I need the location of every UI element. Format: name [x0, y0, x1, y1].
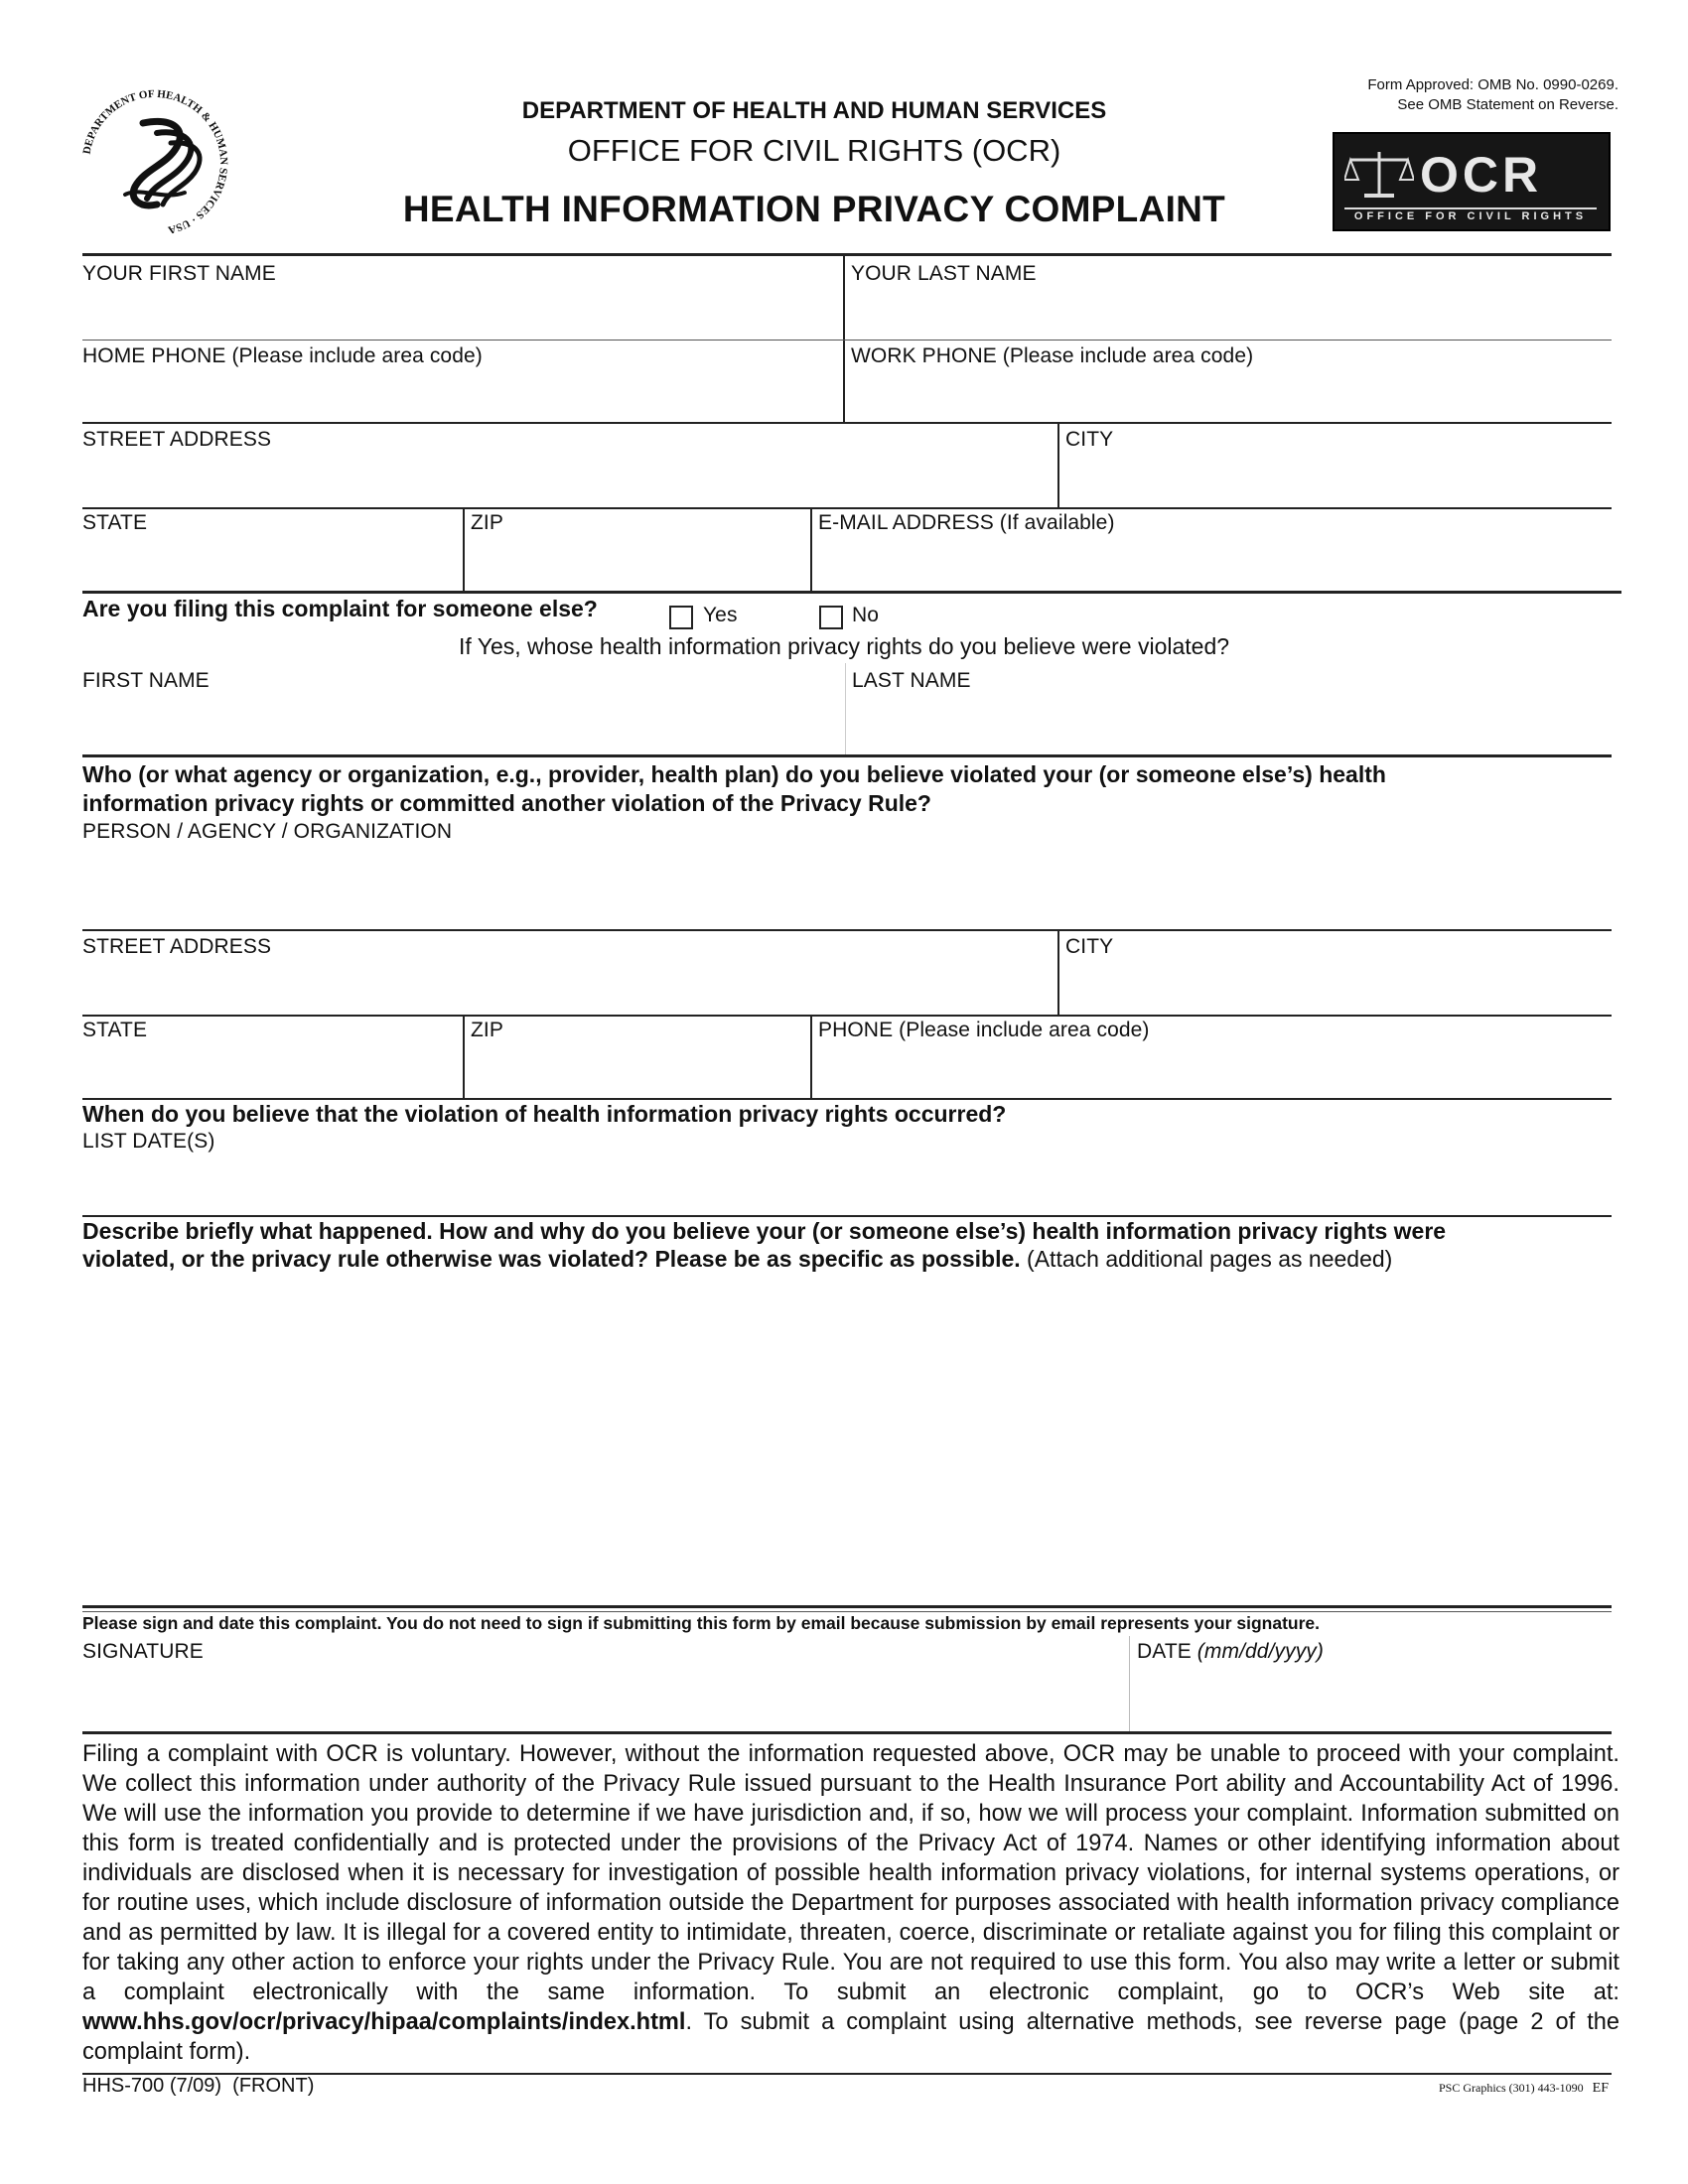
other-first-name-field[interactable] — [82, 663, 843, 754]
date-format-hint: (mm/dd/yyyy) — [1196, 1640, 1324, 1663]
other-last-name-field[interactable] — [846, 663, 1612, 754]
dates-field[interactable] — [82, 1128, 1612, 1215]
describe-question-bold: violated, or the privacy rule otherwise was violated? Please be as specific as possible. — [82, 1246, 1021, 1272]
home-phone-field[interactable] — [82, 341, 843, 422]
organization-label: PERSON / AGENCY / ORGANIZATION — [82, 820, 453, 843]
page-title: HEALTH INFORMATION PRIVACY COMPLAINT — [402, 189, 1226, 229]
signature-field[interactable] — [82, 1636, 1127, 1731]
violator-state-label: STATE — [82, 1019, 148, 1041]
date-label — [1137, 1640, 1324, 1664]
department-name: DEPARTMENT OF HEALTH AND HUMAN SERVICES — [521, 97, 1107, 124]
complaint-website-link[interactable]: www.hhs.gov/ocr/privacy/hipaa/complaints/index.html — [82, 2009, 686, 2035]
dates-label: LIST DATE(S) — [82, 1130, 215, 1153]
description-textarea[interactable] — [82, 1275, 1612, 1604]
last-name-field[interactable] — [845, 256, 1612, 340]
email-label: E-MAIL ADDRESS (If available) — [818, 511, 1115, 534]
printer-credit — [1439, 2081, 1609, 2097]
organization-field[interactable] — [82, 818, 1612, 929]
seal-text: DEPARTMENT OF HEALTH & HUMAN SERVICES · USA — [80, 87, 230, 236]
violator-phone-label: PHONE (Please include area code) — [818, 1019, 1150, 1041]
violator-city-field[interactable] — [1059, 931, 1612, 1015]
violator-zip-label: ZIP — [471, 1019, 503, 1041]
violator-street-label: STREET ADDRESS — [82, 935, 272, 958]
paragraph-ending: . To submit a complaint using alternative methods, see reverse page (page 2 of the complaint form). — [82, 2009, 1619, 2065]
describe-question-line2 — [82, 1245, 1392, 1273]
signature-label: SIGNATURE — [82, 1640, 204, 1663]
other-last-name-label: LAST NAME — [852, 669, 971, 692]
last-name-label: YOUR LAST NAME — [851, 262, 1037, 285]
work-phone-label: WORK PHONE (Please include area code) — [851, 344, 1254, 367]
violator-question-line2: information privacy rights or committed another violation of the Privacy Rule? — [82, 790, 931, 816]
zip-label: ZIP — [471, 511, 503, 534]
scales-of-justice-icon — [1344, 148, 1414, 202]
city-field[interactable] — [1059, 424, 1612, 507]
zip-field[interactable] — [465, 509, 810, 591]
state-label: STATE — [82, 511, 148, 534]
privacy-act-paragraph — [82, 1739, 1619, 2067]
home-phone-label: HOME PHONE (Please include area code) — [82, 344, 483, 367]
ocr-logo — [1333, 132, 1611, 231]
city-label: CITY — [1065, 428, 1114, 451]
violator-state-field[interactable] — [82, 1017, 463, 1098]
email-field[interactable] — [812, 509, 1612, 591]
ocr-logo-text: OCR — [1420, 147, 1543, 203]
omb-number: Form Approved: OMB No. 0990-0269. — [1367, 76, 1618, 93]
state-field[interactable] — [82, 509, 463, 591]
describe-attach-note: (Attach additional pages as needed) — [1020, 1246, 1393, 1272]
street-address-field[interactable] — [82, 424, 1057, 507]
form-id: HHS-700 (7/09) (FRONT) — [82, 2075, 315, 2097]
violator-zip-field[interactable] — [465, 1017, 810, 1098]
date-field[interactable] — [1131, 1636, 1612, 1731]
printer-name: PSC Graphics (301) 443-1090 — [1438, 2081, 1584, 2095]
ef-mark: EF — [1592, 2081, 1609, 2096]
violator-street-field[interactable] — [82, 931, 1057, 1015]
first-name-field[interactable] — [82, 256, 843, 340]
date-label-text: DATE — [1137, 1640, 1192, 1663]
whose-rights-followup: If Yes, whose health information privacy rights do you believe were violated? — [458, 633, 1230, 659]
paragraph-body: Filing a complaint with OCR is voluntary. However, without the information requested above, OCR may be unable to proceed with your complaint. We collect this information under authority of the Privacy Rule issued pursuant to the Health Insurance Port ability and Accountability Act of 1996. We will use the information you provide to determine if we have jurisdiction and, if so, how we will process your complaint. Information submitted on this form is treated confidentially and is protected under the provisions of the Privacy Act of 1974. Names or other identifying information about individuals are disclosed when it is necessary for investigation of possible health information privacy violations, for internal systems operations, or for routine uses, which include disclosure of information outside the Department for purposes associated with health information privacy compliance and as permitted by law. It is illegal for a covered entity to intimidate, threaten, coerce, discriminate or retaliate against you for filing this complaint or for taking any other action to enforce your rights under the Privacy Rule. You are not required to use this form. You also may write a letter or submit a complaint electronically with the same information. To submit an electronic complaint, go to OCR’s Web site at: — [82, 1741, 1619, 2005]
first-name-label: YOUR FIRST NAME — [82, 262, 276, 285]
yes-checkbox[interactable] — [669, 606, 693, 629]
yes-label: Yes — [703, 604, 738, 626]
street-address-label: STREET ADDRESS — [82, 428, 272, 451]
violator-question-line1: Who (or what agency or organization, e.g., provider, health plan) do you believe violated your (or someone else’s) health — [82, 761, 1386, 787]
violator-city-label: CITY — [1065, 935, 1114, 958]
describe-question-line1: Describe briefly what happened. How and why do you believe your (or someone else’s) health information privacy rights were — [82, 1218, 1447, 1244]
work-phone-field[interactable] — [845, 341, 1612, 422]
office-name: OFFICE FOR CIVIL RIGHTS (OCR) — [567, 133, 1061, 168]
ocr-logo-subtitle: OFFICE FOR CIVIL RIGHTS — [1353, 210, 1588, 222]
when-question: When do you believe that the violation of health information privacy rights occurred? — [82, 1101, 1007, 1127]
no-checkbox[interactable] — [819, 606, 843, 629]
omb-statement-ref: See OMB Statement on Reverse. — [1397, 96, 1618, 113]
no-label: No — [852, 604, 880, 626]
violator-phone-field[interactable] — [812, 1017, 1612, 1098]
other-first-name-label: FIRST NAME — [82, 669, 210, 692]
signature-instruction: Please sign and date this complaint. You do not need to sign if submitting this form by email because submission by email represents your signature. — [82, 1613, 1320, 1633]
filing-for-someone-else-question: Are you filing this complaint for someone else? — [82, 596, 598, 621]
